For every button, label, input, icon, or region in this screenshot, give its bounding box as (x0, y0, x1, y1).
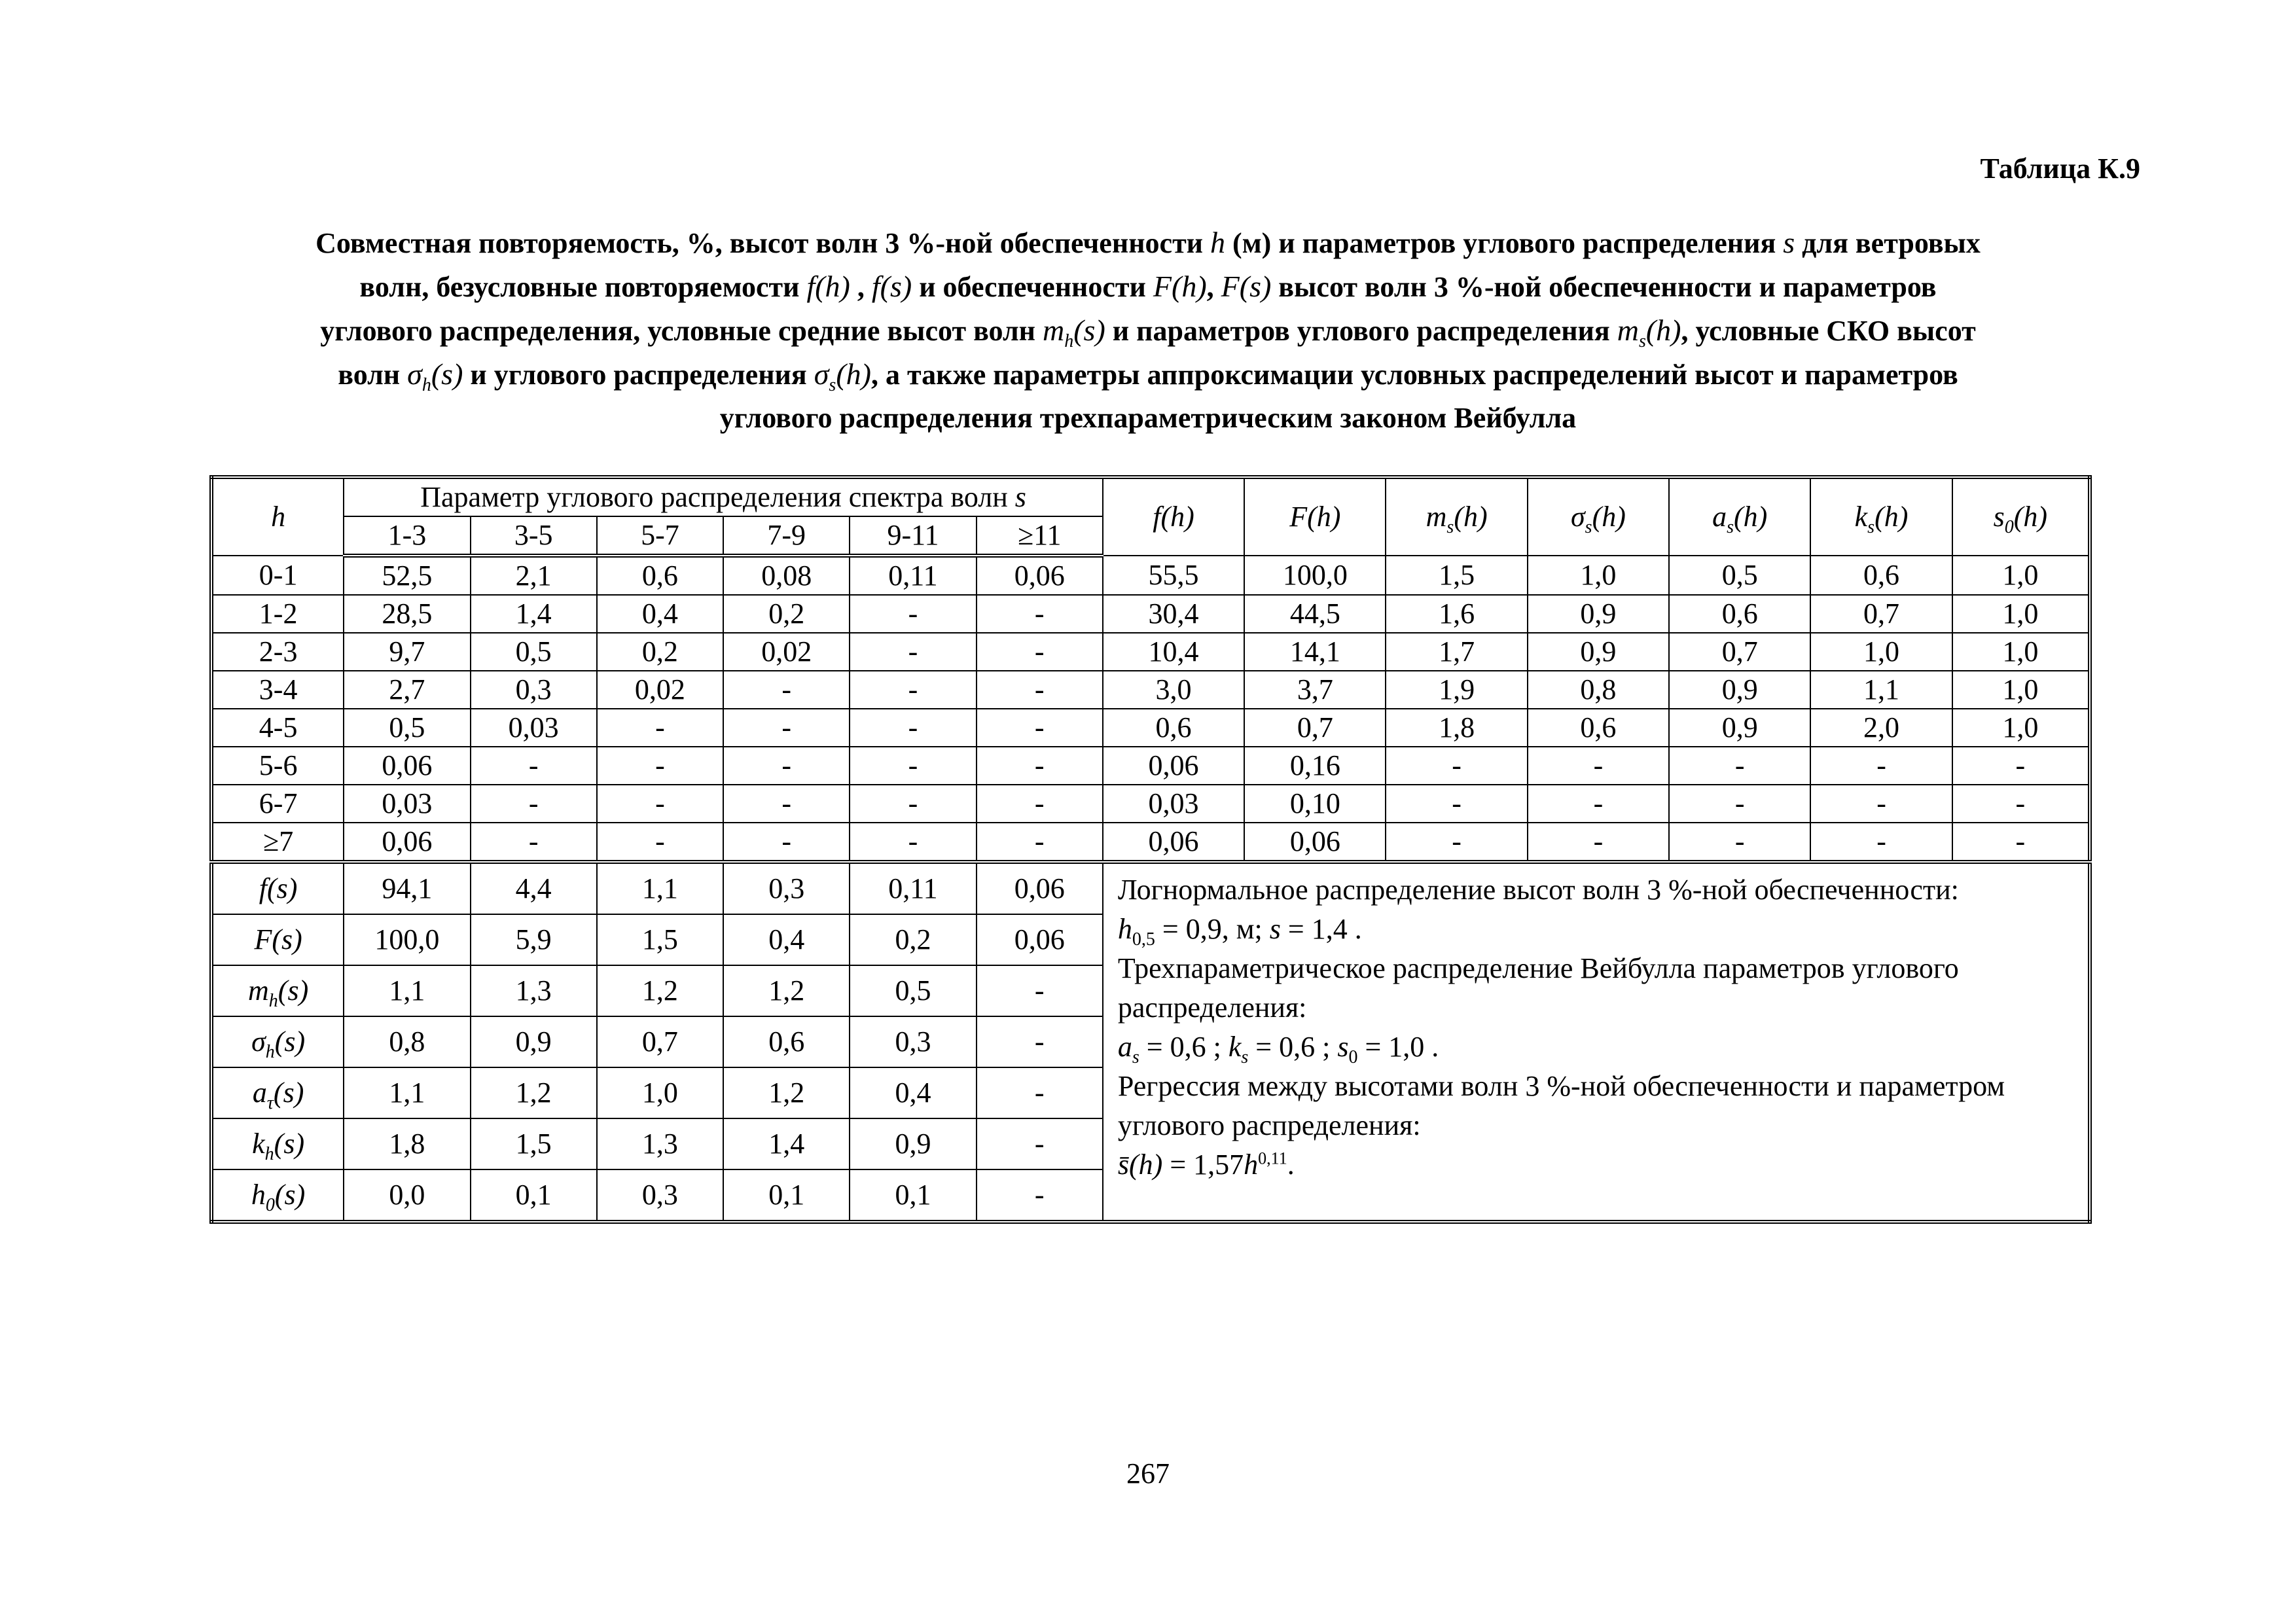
table-cell: 0,16 (1244, 747, 1386, 785)
table-cell: 0,6 (1103, 709, 1244, 747)
table-cell: 0,4 (723, 914, 850, 965)
header-s-range: 7-9 (723, 516, 850, 556)
table-cell: 1,0 (1528, 556, 1669, 595)
row-h-label: 2-3 (211, 633, 344, 671)
data-table-wrapper (209, 475, 2092, 1224)
caption-text: для ветровых (1795, 227, 1981, 259)
caption-math: $\sigma_s(h)$ (814, 357, 871, 396)
table-cell: - (1810, 747, 1952, 785)
table-cell: 44,5 (1244, 595, 1386, 633)
table-cell: 0,2 (597, 633, 723, 671)
table-cell: - (1386, 747, 1527, 785)
caption-math: F(h) (1153, 270, 1207, 303)
table-cell: - (977, 965, 1103, 1016)
table-cell: 52,5 (344, 556, 470, 595)
table-cell: 1,5 (1386, 556, 1527, 595)
table-cell: 0,3 (723, 862, 850, 914)
table-cell: - (723, 709, 850, 747)
table-row (211, 556, 2090, 595)
table-cell: - (850, 709, 976, 747)
table-cell: 0,9 (1669, 709, 1810, 747)
table-bottom-body (211, 862, 2090, 1222)
header-param: Параметр углового распределения спектра волн s (344, 477, 1103, 516)
table-cell: - (1386, 823, 1527, 862)
table-cell: 1,2 (723, 1067, 850, 1118)
table-cell: 1,2 (597, 965, 723, 1016)
header-right-col: f(h) (1103, 477, 1244, 556)
table-cell: 0,06 (1103, 823, 1244, 862)
table-cell: 1,4 (471, 595, 597, 633)
table-cell: - (1528, 747, 1669, 785)
row-stat-label: $h_0(s)$ (211, 1169, 344, 1222)
table-cell: 1,6 (1386, 595, 1527, 633)
table-cell: 1,1 (597, 862, 723, 914)
table-cell: 0,2 (850, 914, 976, 965)
table-cell: 0,0 (344, 1169, 470, 1222)
table-cell: 1,2 (723, 965, 850, 1016)
caption-math: h (1210, 226, 1226, 259)
table-cell: 28,5 (344, 595, 470, 633)
table-cell: 0,5 (471, 633, 597, 671)
table-cell: 0,7 (1244, 709, 1386, 747)
header-right-col: $m_s(h)$ (1386, 477, 1527, 556)
page-number: 267 (1126, 1457, 1170, 1489)
table-cell: 0,03 (1103, 785, 1244, 823)
caption-text: и обеспеченности (912, 271, 1153, 303)
table-cell: 1,1 (344, 965, 470, 1016)
table-cell: 1,4 (723, 1118, 850, 1169)
table-cell: - (977, 709, 1103, 747)
table-cell: 0,11 (850, 862, 976, 914)
table-cell: 94,1 (344, 862, 470, 914)
table-row (211, 633, 2090, 671)
table-cell: 0,7 (597, 1016, 723, 1067)
table-cell: 0,6 (1669, 595, 1810, 633)
table-cell: - (1386, 785, 1527, 823)
table-cell: 1,5 (597, 914, 723, 965)
table-caption (170, 221, 2126, 440)
table-row (211, 595, 2090, 633)
table-cell: - (723, 823, 850, 862)
caption-math: f(s) (871, 270, 912, 303)
table-cell: - (471, 747, 597, 785)
table-cell: 0,2 (723, 595, 850, 633)
table-cell: - (850, 595, 976, 633)
table-cell: 0,6 (597, 556, 723, 595)
table-cell: 0,02 (597, 671, 723, 709)
table-cell: 0,06 (1103, 747, 1244, 785)
table-cell: 4,4 (471, 862, 597, 914)
table-cell: 2,7 (344, 671, 470, 709)
table-cell: 0,06 (977, 914, 1103, 965)
table-cell: - (723, 671, 850, 709)
table-cell: - (1952, 747, 2090, 785)
table-cell: 3,0 (1103, 671, 1244, 709)
table-cell: 100,0 (344, 914, 470, 965)
table-cell: 1,0 (1810, 633, 1952, 671)
table-body (211, 556, 2090, 862)
caption-math: $\sigma_h(s)$ (407, 357, 463, 396)
table-cell: 0,3 (597, 1169, 723, 1222)
table-cell: - (471, 785, 597, 823)
table-row (211, 785, 2090, 823)
table-cell: 1,1 (1810, 671, 1952, 709)
table-cell: 0,9 (1528, 595, 1669, 633)
table-cell: 1,2 (471, 1067, 597, 1118)
table-cell: 1,3 (597, 1118, 723, 1169)
table-cell: 0,5 (850, 965, 976, 1016)
table-cell: 1,0 (1952, 595, 2090, 633)
table-cell: - (1952, 823, 2090, 862)
table-cell: 0,9 (1528, 633, 1669, 671)
table-cell: 10,4 (1103, 633, 1244, 671)
table-cell: - (723, 785, 850, 823)
table-cell: - (977, 1118, 1103, 1169)
table-cell: 0,5 (344, 709, 470, 747)
caption-text: , а также параметры аппроксимации условных распределений высот и параметров (870, 359, 1958, 391)
table-cell: 0,4 (850, 1067, 976, 1118)
table-cell: 3,7 (1244, 671, 1386, 709)
caption-math: f(h) (806, 270, 850, 303)
table-cell: 0,03 (344, 785, 470, 823)
header-right-col: $k_s(h)$ (1810, 477, 1952, 556)
row-stat-label: $a_\tau(s)$ (211, 1067, 344, 1118)
table-cell: - (1669, 785, 1810, 823)
table-cell: 0,1 (471, 1169, 597, 1222)
table-cell: - (1669, 823, 1810, 862)
table-cell: 0,8 (344, 1016, 470, 1067)
table-cell: - (723, 747, 850, 785)
table-cell: - (977, 785, 1103, 823)
caption-text: и углового распределения (463, 359, 814, 391)
table-cell: 2,0 (1810, 709, 1952, 747)
table-cell: 1,0 (1952, 556, 2090, 595)
table-row (211, 709, 2090, 747)
row-h-label: 4-5 (211, 709, 344, 747)
note-lognormal: Логнормальное распределение высот волн 3 %-ной обеспеченности: $h_{0,5} = 0,9$, м; s = 1,4 . (1117, 874, 1959, 950)
table-cell: - (1810, 785, 1952, 823)
caption-text: углового распределения, условные средние высот волн (320, 315, 1043, 347)
table-cell: 0,4 (597, 595, 723, 633)
data-table (209, 475, 2092, 1224)
table-cell: - (850, 785, 976, 823)
table-cell: - (1528, 823, 1669, 862)
table-row (211, 862, 2090, 914)
caption-text: высот волн 3 %-ной обеспеченности и параметров (1271, 271, 1937, 303)
table-cell: 0,9 (1669, 671, 1810, 709)
table-cell: 0,8 (1528, 671, 1669, 709)
table-cell: - (977, 671, 1103, 709)
table-cell: - (1952, 785, 2090, 823)
caption-math: $m_s(h)$ (1617, 313, 1681, 352)
table-cell: 1,0 (597, 1067, 723, 1118)
table-cell: 1,0 (1952, 633, 2090, 671)
table-cell: 0,1 (850, 1169, 976, 1222)
caption-text: , (1206, 271, 1221, 303)
table-cell: - (597, 709, 723, 747)
row-h-label: 3-4 (211, 671, 344, 709)
table-cell: 1,8 (344, 1118, 470, 1169)
table-cell: - (977, 633, 1103, 671)
caption-text: волн, безусловные повторяемости (359, 271, 807, 303)
table-cell: - (850, 747, 976, 785)
row-h-label: ≥7 (211, 823, 344, 862)
caption-math: F(s) (1221, 270, 1272, 303)
table-cell: - (1669, 747, 1810, 785)
table-cell: - (597, 747, 723, 785)
header-right-col: $a_s(h)$ (1669, 477, 1810, 556)
row-stat-label: f(s) (211, 862, 344, 914)
row-stat-label: $k_h(s)$ (211, 1118, 344, 1169)
table-cell: 1,1 (344, 1067, 470, 1118)
table-cell: 0,02 (723, 633, 850, 671)
caption-text: (м) и параметров углового распределения (1225, 227, 1784, 259)
table-cell: 1,8 (1386, 709, 1527, 747)
table-cell: - (977, 823, 1103, 862)
table-cell: 0,9 (850, 1118, 976, 1169)
table-cell: 0,3 (850, 1016, 976, 1067)
table-cell: - (597, 785, 723, 823)
table-cell: 1,9 (1386, 671, 1527, 709)
table-cell: 0,10 (1244, 785, 1386, 823)
table-cell: 0,06 (344, 747, 470, 785)
table-cell: 0,6 (1810, 556, 1952, 595)
table-cell: 5,9 (471, 914, 597, 965)
table-cell: 1,0 (1952, 671, 2090, 709)
row-h-label: 0-1 (211, 556, 344, 595)
header-s-range: 5-7 (597, 516, 723, 556)
header-right-col: F(h) (1244, 477, 1386, 556)
table-cell: 55,5 (1103, 556, 1244, 595)
table-cell: - (850, 633, 976, 671)
table-row (211, 823, 2090, 862)
table-cell: - (597, 823, 723, 862)
header-s-range: 3-5 (471, 516, 597, 556)
row-h-label: 6-7 (211, 785, 344, 823)
table-cell: 100,0 (1244, 556, 1386, 595)
table-label: Таблица К.9 (1980, 152, 2140, 185)
table-cell: 0,9 (471, 1016, 597, 1067)
table-cell: 0,06 (977, 556, 1103, 595)
caption-text: и параметров углового распределения (1105, 315, 1617, 347)
table-cell: - (977, 1169, 1103, 1222)
note-weibull: Трехпараметрическое распределение Вейбулла параметров углового распределения: $a_s = 0,6$ ; $k_s = 0,6$ ; $s_0 = 1,0$ . (1117, 952, 1959, 1067)
caption-text: волн (338, 359, 408, 391)
header-s-range: 9-11 (850, 516, 976, 556)
row-h-label: 5-6 (211, 747, 344, 785)
table-row (211, 671, 2090, 709)
caption-text: , условные СКО высот (1681, 315, 1976, 347)
table-cell: 0,06 (977, 862, 1103, 914)
table-cell: 0,06 (344, 823, 470, 862)
caption-math: $m_h(s)$ (1043, 313, 1105, 352)
header-s-range: ≥11 (977, 516, 1103, 556)
row-h-label: 1-2 (211, 595, 344, 633)
table-cell: 0,7 (1810, 595, 1952, 633)
table-cell: 2,1 (471, 556, 597, 595)
table-cell: - (850, 671, 976, 709)
table-cell: 14,1 (1244, 633, 1386, 671)
row-stat-label: $\sigma_h(s)$ (211, 1016, 344, 1067)
row-stat-label: $m_h(s)$ (211, 965, 344, 1016)
caption-text: , (850, 271, 872, 303)
table-cell: - (977, 1067, 1103, 1118)
row-stat-label: F(s) (211, 914, 344, 965)
table-cell: - (471, 823, 597, 862)
table-cell: 1,5 (471, 1118, 597, 1169)
table-cell: 0,08 (723, 556, 850, 595)
table-cell: - (977, 747, 1103, 785)
table-cell: 0,11 (850, 556, 976, 595)
table-row (211, 747, 2090, 785)
caption-text: углового распределения трехпараметрическим законом Вейбулла (719, 402, 1577, 434)
header-right-col: $s_0(h)$ (1952, 477, 2090, 556)
header-s-range: 1-3 (344, 516, 470, 556)
table-cell: - (977, 1016, 1103, 1067)
table-cell: 30,4 (1103, 595, 1244, 633)
table-cell: 1,7 (1386, 633, 1527, 671)
table-cell: 0,3 (471, 671, 597, 709)
table-cell: 9,7 (344, 633, 470, 671)
table-cell: 0,6 (1528, 709, 1669, 747)
caption-text: Совместная повторяемость, %, высот волн 3 %-ной обеспеченности (315, 227, 1211, 259)
table-cell: 1,0 (1952, 709, 2090, 747)
header-right-col: $\sigma_s(h)$ (1528, 477, 1669, 556)
table-cell: - (1810, 823, 1952, 862)
table-cell: 0,1 (723, 1169, 850, 1222)
table-cell: 0,7 (1669, 633, 1810, 671)
table-cell: 0,6 (723, 1016, 850, 1067)
table-cell: 1,3 (471, 965, 597, 1016)
notes-cell (1103, 862, 2090, 1222)
table-cell: 0,06 (1244, 823, 1386, 862)
table-cell: 0,5 (1669, 556, 1810, 595)
table-cell: 0,03 (471, 709, 597, 747)
note-regression: Регрессия между высотами волн 3 %-ной обеспеченности и параметром углового распределения: s̄(h) = $1,57h^{0,11}$. (1117, 1070, 2005, 1181)
table-cell: - (850, 823, 976, 862)
caption-math: s (1783, 226, 1795, 259)
table-cell: - (977, 595, 1103, 633)
header-h: h (211, 477, 344, 556)
table-cell: - (1528, 785, 1669, 823)
